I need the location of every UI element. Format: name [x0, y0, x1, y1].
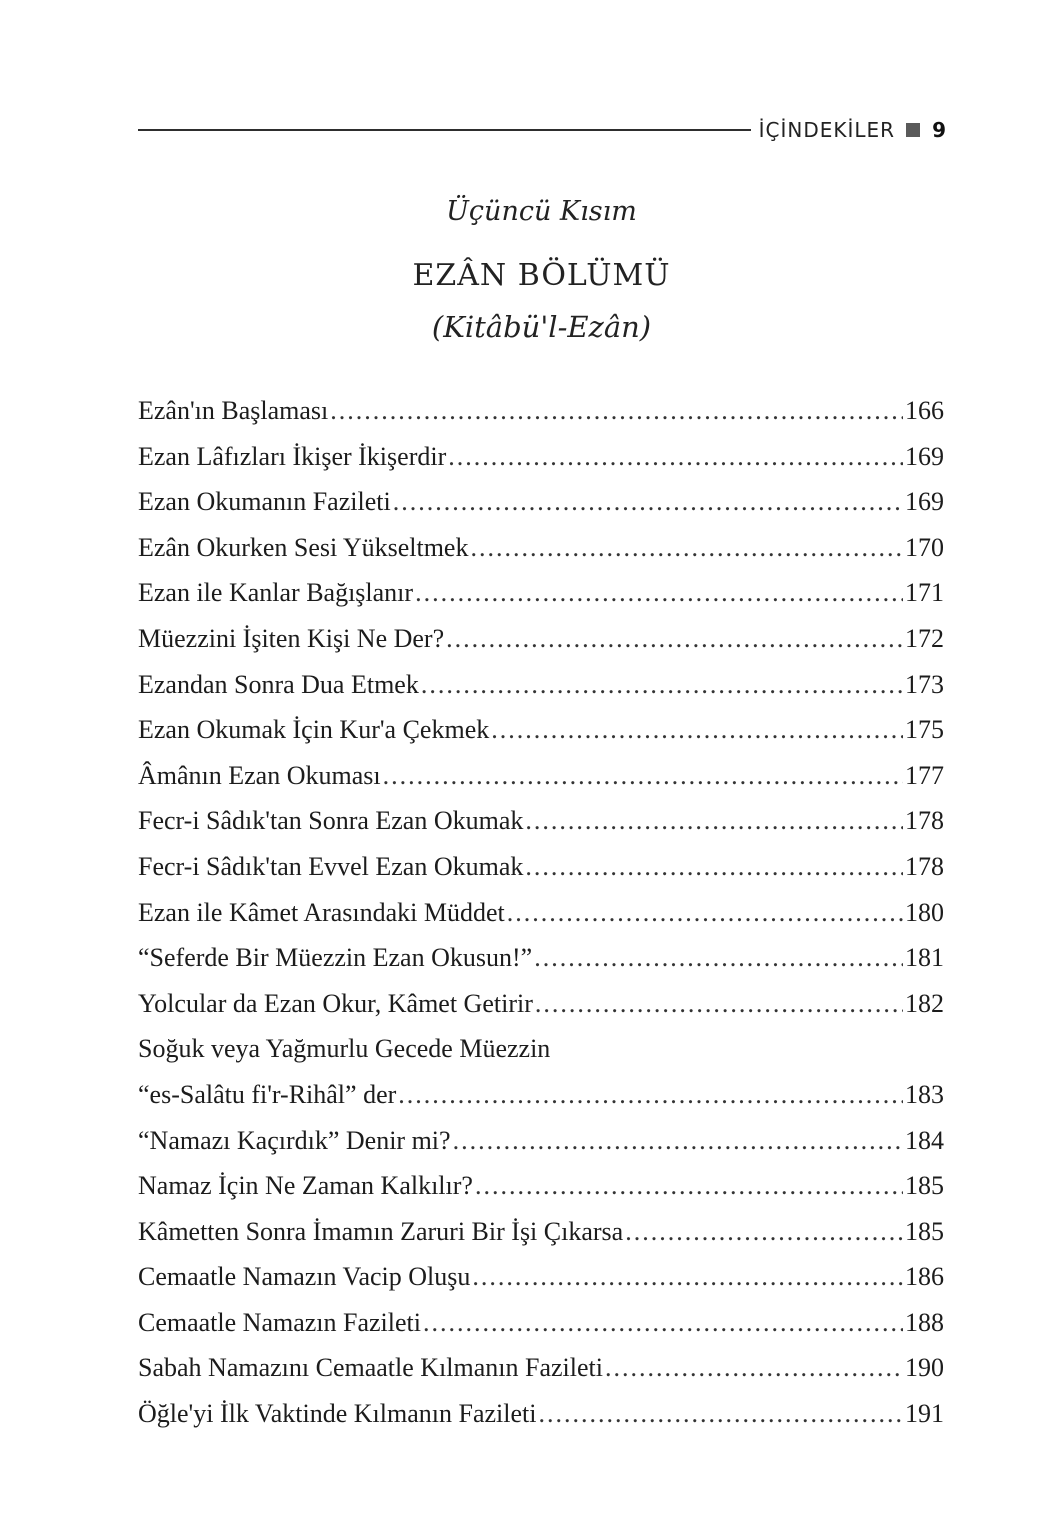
toc-entry-title: Cemaatle Namazın Vacip Oluşu	[138, 1262, 471, 1292]
dot-leader	[475, 1163, 903, 1209]
toc-entry[interactable]	[138, 1391, 944, 1437]
dot-leader	[538, 1391, 903, 1437]
toc-entry-title: Ezandan Sonra Dua Etmek	[138, 669, 419, 699]
toc-entry-page: 169	[905, 487, 944, 517]
page-number: 9	[932, 118, 946, 142]
dot-leader	[525, 844, 903, 890]
toc-entry[interactable]	[138, 890, 944, 936]
dot-leader	[535, 981, 903, 1027]
toc-entry-page: 185	[905, 1171, 944, 1201]
toc-entry-page: 166	[905, 396, 944, 425]
toc-entry-title: Öğle'yi İlk Vaktinde Kılmanın Fazileti	[138, 1399, 537, 1429]
toc-entry-page: 183	[905, 1079, 944, 1109]
dot-leader	[472, 1254, 903, 1300]
toc-entry-line-2	[138, 1072, 944, 1118]
toc-entry-title: Ezan ile Kanlar Bağışlanır	[138, 578, 414, 608]
toc-entry-title: Ezan ile Kâmet Arasındaki Müddet	[138, 897, 505, 927]
toc-entry-page: 184	[905, 1125, 944, 1155]
dot-leader	[393, 479, 903, 525]
toc-entry[interactable]	[138, 707, 944, 753]
dot-leader	[330, 388, 903, 434]
toc-entry[interactable]	[138, 616, 944, 662]
square-marker-icon	[906, 123, 920, 137]
dot-leader	[423, 1300, 903, 1346]
toc-entry[interactable]	[138, 1118, 944, 1164]
toc-entry[interactable]	[138, 1300, 944, 1346]
running-header	[138, 116, 946, 144]
toc-entry[interactable]	[138, 479, 944, 525]
toc-entry-page: 171	[905, 578, 944, 608]
toc-entry-page: 180	[905, 897, 944, 927]
dot-leader	[625, 1209, 903, 1255]
dot-leader	[525, 798, 903, 844]
toc-entry[interactable]	[138, 525, 944, 571]
toc-entry-page: 169	[905, 441, 944, 471]
toc-entry[interactable]	[138, 388, 944, 434]
toc-entry-title: Sabah Namazını Cemaatle Kılmanın Fazileti	[138, 1353, 603, 1383]
toc-entry[interactable]	[138, 1345, 944, 1391]
toc-entry[interactable]	[138, 1163, 944, 1209]
toc-entry-line-1	[138, 1026, 944, 1072]
toc-entry[interactable]	[138, 434, 944, 480]
toc-entry[interactable]	[138, 570, 944, 616]
table-of-contents	[138, 388, 944, 1437]
toc-entry-page: 188	[905, 1307, 944, 1337]
dot-leader	[470, 525, 903, 571]
dot-leader	[446, 616, 903, 662]
toc-entry[interactable]	[138, 981, 944, 1027]
toc-entry-title: Fecr-i Sâdık'tan Evvel Ezan Okumak	[138, 851, 524, 881]
toc-entry-page: 181	[905, 943, 944, 973]
toc-entry-page: 175	[905, 715, 944, 745]
dot-leader	[605, 1345, 903, 1391]
toc-entry[interactable]	[138, 935, 944, 981]
toc-entry-page: 182	[905, 988, 944, 1018]
toc-entry-title: Ezân'ın Başlaması	[138, 396, 329, 425]
toc-entry-title: Fecr-i Sâdık'tan Sonra Ezan Okumak	[138, 806, 524, 836]
toc-entry-title: “Namazı Kaçırdık” Denir mi?	[138, 1125, 451, 1155]
toc-entry-title: “es-Salâtu fi'r-Rihâl” der	[138, 1079, 397, 1109]
section-title: EZÂN BÖLÜMÜ	[412, 258, 671, 293]
toc-entry-page: 186	[905, 1262, 944, 1292]
toc-entry-title-line1: Soğuk veya Yağmurlu Gecede Müezzin	[138, 1034, 551, 1064]
dot-leader	[398, 1072, 903, 1118]
toc-entry-title: Âmânın Ezan Okuması	[138, 760, 381, 790]
toc-entry-title: Namaz İçin Ne Zaman Kalkılır?	[138, 1171, 473, 1201]
toc-entry-title: “Seferde Bir Müezzin Ezan Okusun!”	[138, 943, 533, 973]
toc-entry-page: 178	[905, 851, 944, 881]
part-label: Üçüncü Kısım	[446, 196, 637, 227]
toc-entry[interactable]	[138, 798, 944, 844]
toc-entry-title: Ezan Okumak İçin Kur'a Çekmek	[138, 715, 490, 745]
toc-entry-title: Ezan Okumanın Fazileti	[138, 487, 391, 517]
dot-leader	[383, 753, 903, 799]
dot-leader	[448, 434, 903, 480]
dot-leader	[415, 570, 903, 616]
toc-entry-page: 178	[905, 806, 944, 836]
dot-leader	[453, 1118, 903, 1164]
section-subtitle: (Kitâbü'l-Ezân)	[431, 310, 652, 344]
toc-entry-title: Ezan Lâfızları İkişer İkişerdir	[138, 441, 447, 471]
toc-entry-page: 190	[905, 1353, 944, 1383]
header-rule	[138, 129, 751, 131]
dot-leader	[534, 935, 903, 981]
dot-leader	[491, 707, 903, 753]
toc-entry-page: 170	[905, 532, 944, 562]
toc-entry-title: Cemaatle Namazın Fazileti	[138, 1307, 421, 1337]
toc-entry-title: Müezzini İşiten Kişi Ne Der?	[138, 623, 445, 653]
dot-leader	[421, 662, 903, 708]
toc-entry-page: 173	[905, 669, 944, 699]
toc-entry-page: 172	[905, 623, 944, 653]
toc-entry[interactable]	[138, 753, 944, 799]
toc-entry[interactable]	[138, 662, 944, 708]
toc-entry[interactable]	[138, 1254, 944, 1300]
toc-entry-title: Ezân Okurken Sesi Yükseltmek	[138, 532, 469, 562]
dot-leader	[507, 890, 903, 936]
toc-entry-title: Kâmetten Sonra İmamın Zaruri Bir İşi Çıkarsa	[138, 1216, 624, 1246]
toc-entry-title: Yolcular da Ezan Okur, Kâmet Getirir	[138, 988, 533, 1018]
toc-entry-page: 185	[905, 1216, 944, 1246]
header-title: İÇİNDEKİLER	[758, 118, 896, 142]
toc-entry[interactable]	[138, 1209, 944, 1255]
toc-entry[interactable]	[138, 844, 944, 890]
toc-entry-page: 177	[905, 760, 944, 790]
toc-entry-page: 191	[905, 1399, 944, 1429]
toc-entry[interactable]	[138, 1026, 944, 1117]
